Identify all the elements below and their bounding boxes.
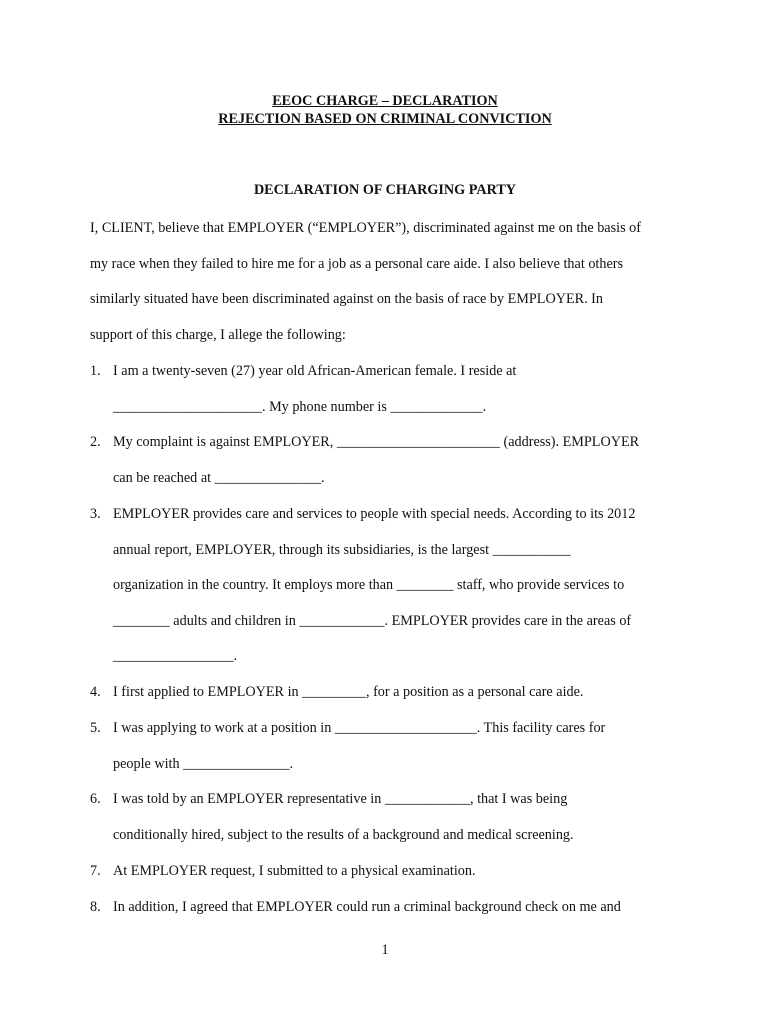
- list-item-line: ________ adults and children in ____________. EMPLOYER provides care in the areas of: [113, 613, 632, 629]
- list-item-line: My complaint is against EMPLOYER, _______________________ (address). EMPLOYER: [113, 434, 640, 450]
- list-item-line: conditionally hired, subject to the results of a background and medical screening.: [113, 827, 574, 843]
- page-number: 1: [381, 942, 389, 958]
- list-item-line: EMPLOYER provides care and services to people with special needs. According to its 2012: [113, 506, 636, 522]
- list-item-line: organization in the country. It employs more than ________ staff, who provide services to: [113, 577, 625, 593]
- document-title-line-1: EEOC CHARGE – DECLARATION: [272, 93, 498, 109]
- list-item-line: _____________________. My phone number is _____________.: [113, 399, 487, 415]
- list-item-line: people with _______________.: [113, 756, 294, 772]
- intro-line: my race when they failed to hire me for a job as a personal care aide. I also believe that others: [90, 256, 623, 272]
- list-item-line: I was told by an EMPLOYER representative in ____________, that I was being: [113, 791, 568, 807]
- list-item-number: 2.: [90, 434, 101, 450]
- list-item-number: 8.: [90, 899, 101, 915]
- list-item-line: I am a twenty-seven (27) year old African-American female. I reside at: [113, 363, 517, 379]
- list-item-line: can be reached at _______________.: [113, 470, 325, 486]
- list-item-line: At EMPLOYER request, I submitted to a physical examination.: [113, 863, 476, 879]
- list-item-number: 1.: [90, 363, 101, 379]
- list-item-number: 6.: [90, 791, 101, 807]
- list-item-number: 7.: [90, 863, 101, 879]
- list-item-line: I was applying to work at a position in ____________________. This facility cares for: [113, 720, 606, 736]
- section-title: DECLARATION OF CHARGING PARTY: [253, 182, 517, 198]
- intro-line: I, CLIENT, believe that EMPLOYER (“EMPLOYER”), discriminated against me on the basis of: [90, 220, 641, 236]
- intro-line: similarly situated have been discriminated against on the basis of race by EMPLOYER. In: [90, 291, 603, 307]
- list-item-number: 5.: [90, 720, 101, 736]
- list-item-line: annual report, EMPLOYER, through its subsidiaries, is the largest ___________: [113, 542, 571, 558]
- list-item-line: _________________.: [113, 648, 238, 664]
- intro-line: support of this charge, I allege the following:: [90, 327, 346, 343]
- list-item-number: 4.: [90, 684, 101, 700]
- document-title-line-2: REJECTION BASED ON CRIMINAL CONVICTION: [218, 111, 552, 127]
- list-item-line: I first applied to EMPLOYER in _________, for a position as a personal care aide.: [113, 684, 584, 700]
- list-item-line: In addition, I agreed that EMPLOYER could run a criminal background check on me and: [113, 899, 621, 915]
- list-item-number: 3.: [90, 506, 101, 522]
